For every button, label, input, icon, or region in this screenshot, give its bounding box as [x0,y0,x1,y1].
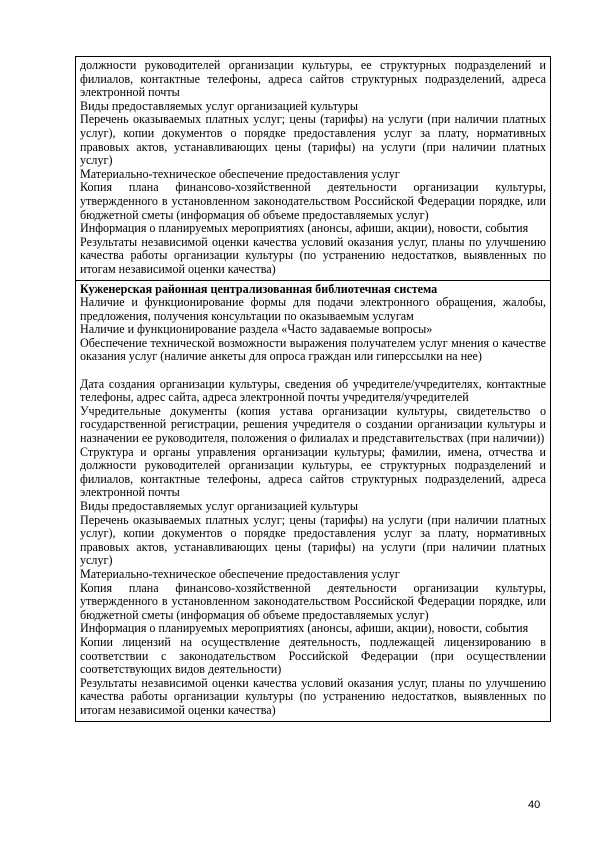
list-item: Структура и органы управления организации культуры; фамилии, имена, отчества и должности руководителей организации культуры, ее структурных подразделений и филиалов, контактные телефоны, адреса сайтов структурных подразделений, адреса электронной почты [80,444,546,500]
list-item: должности руководителей организации культуры, ее структурных подразделений и филиалов, контактные телефоны, адреса сайтов структурных подразделений, адреса электронной почты [80,58,546,100]
requirements-table [75,56,551,722]
list-item: Копия плана финансово-хозяйственной деятельности организации культуры, утвержденного в установленном законодательством Российской Федерации порядке, или бюджетной сметы (информация об объеме предоставляемых услуг) [80,580,546,622]
list-item: Обеспечение технической возможности выражения получателем услуг мнения о качестве оказания услуг (наличие анкеты для опроса граждан или гиперссылки на нее) [80,335,546,364]
list-item: Копия плана финансово-хозяйственной деятельности организации культуры, утвержденного в установленном законодательством Российской Федерации порядке, или бюджетной сметы (информация об объеме предоставляемых услуг) [80,180,546,222]
list-item: Наличие и функционирование формы для подачи электронного обращения, жалобы, предложения, получения консультации по оказываемым услугам [80,295,546,323]
list-item: Результаты независимой оценки качества условий оказания услуг, планы по улучшению качества работы организации культуры (по устранению недостатков, выявленных по итогам независимой оценки качества) [80,234,546,276]
organization-title: Куженерская районная централизованная библиотечная система [80,281,438,296]
list-item: Материально-техническое обеспечение предоставления услуг [80,566,400,581]
list-item: Перечень оказываемых платных услуг; цены (тарифы) на услуги (при наличии платных услуг), копии документов о порядке предоставления услуг за плату, нормативных правовых актов, устанавливающих цены (тарифы) на услуги (при наличии платных услуг) [80,112,546,168]
list-item: Информация о планируемых мероприятиях (анонсы, афиши, акции), новости, события [80,221,529,236]
table-cell-continuation [76,57,550,280]
list-item: Дата создания организации культуры, сведения об учредителе/учредителях, контактные телефоны, адрес сайта, адреса электронной почты учредителя/учредителей [80,376,546,405]
table-cell-library-system [76,280,550,721]
list-item: Учредительные документы (копия устава организации культуры, свидетельство о государственной регистрации, решения учредителя о создании организации культуры и назначении ее руководителя, положения о филиалах и представительствах (при наличии)) [80,403,546,446]
list-item: Перечень оказываемых платных услуг; цены (тарифы) на услуги (при наличии платных услуг), копии документов о порядке предоставления услуг за плату, нормативных правовых актов, устанавливающих цены (тарифы) на услуги (при наличии платных услуг) [80,512,546,568]
list-item: Информация о планируемых мероприятиях (анонсы, афиши, акции), новости, события [80,621,529,636]
list-item: Материально-техническое обеспечение предоставления услуг [80,166,400,181]
list-item: Результаты независимой оценки качества условий оказания услуг, планы по улучшению качества работы организации культуры (по устранению недостатков, выявленных по итогам независимой оценки качества) [80,675,546,717]
blank-line [80,364,546,378]
list-item: Виды предоставляемых услуг организацией культуры [80,98,359,113]
list-item: Копии лицензий на осуществление деятельность, подлежащей лицензированию в соответствии с законодательством Российской Федерации (при осуществлении соответствующих видов деятельности) [80,634,546,677]
list-item: Наличие и функционирование раздела «Часто задаваемые вопросы» [80,322,433,337]
page-number: 40 [528,799,541,811]
list-item: Виды предоставляемых услуг организацией культуры [80,499,359,513]
